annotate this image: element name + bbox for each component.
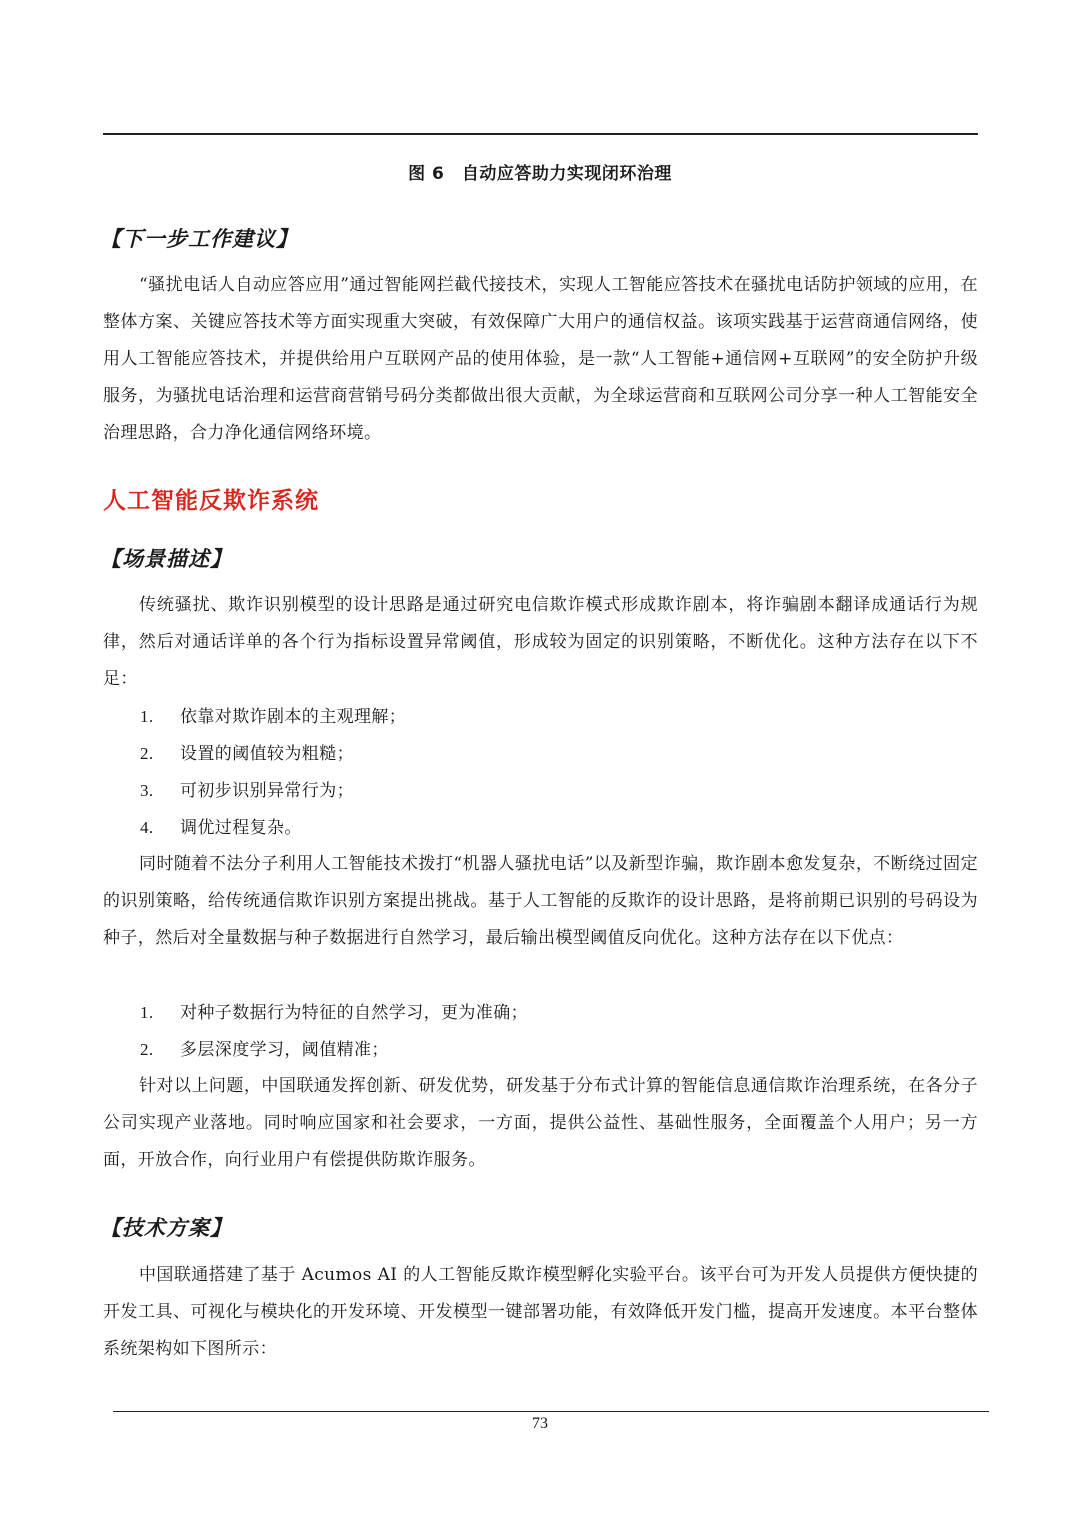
- list-item: 2. 多层深度学习，阈值精准；: [140, 1040, 389, 1060]
- list-item: 1. 对种子数据行为特征的自然学习，更为准确；: [140, 1003, 528, 1023]
- shortcomings-list: [140, 698, 940, 846]
- technical-heading: 【技术方案】: [100, 1216, 232, 1240]
- next-steps-heading: 【下一步工作建议】: [100, 227, 298, 251]
- scenario-heading: 【场景描述】: [100, 547, 232, 571]
- top-rule: [103, 133, 978, 135]
- figure-caption: 图 6 自动应答助力实现闭环治理: [408, 164, 672, 184]
- next-steps-paragraph: “骚扰电话人自动应答应用”通过智能网拦截代接技术，实现人工智能应答技术在骚扰电话防护领域的应用，在整体方案、关键应答技术等方面实现重大突破，有效保障广大用户的通信权益。该项实践基于运营商通信网络，使用人工智能应答技术，并提供给用户互联网产品的使用体验，是一款“人工智能+通信网+互联网”的安全防护升级服务，为骚扰电话治理和运营商营销号码分类都做出很大贡献，为全球运营商和互联网公司分享一种人工智能安全治理思路，合力净化通信网络环境。: [103, 275, 978, 443]
- list-item: 2. 设置的阈值较为粗糙；: [140, 744, 354, 764]
- list-item: 3. 可初步识别异常行为；: [140, 781, 354, 801]
- advantages-list: [140, 994, 940, 1068]
- list-item: 4. 调优过程复杂。: [140, 818, 302, 838]
- scenario-paragraph-3: 针对以上问题，中国联通发挥创新、研发优势，研发基于分布式计算的智能信息通信欺诈治理系统，在各分子公司实现产业落地。同时响应国家和社会要求，一方面，提供公益性、基础性服务，全面覆盖个人用户；另一方面，开放合作，向行业用户有偿提供防欺诈服务。: [103, 1076, 978, 1170]
- footer-rule: [113, 1411, 989, 1412]
- technical-paragraph: 中国联通搭建了基于 Acumos AI 的人工智能反欺诈模型孵化实验平台。该平台可为开发人员提供方便快捷的开发工具、可视化与模块化的开发环境、开发模型一键部署功能，有效降低开发门槛，提高开发速度。本平台整体系统架构如下图所示：: [103, 1265, 978, 1359]
- scenario-paragraph-2: 同时随着不法分子利用人工智能技术拨打“机器人骚扰电话”以及新型诈骗，欺诈剧本愈发复杂，不断绕过固定的识别策略，给传统通信欺诈识别方案提出挑战。基于人工智能的反欺诈的设计思路，是将前期已识别的号码设为种子，然后对全量数据与种子数据进行自然学习，最后输出模型阈值反向优化。这种方法存在以下优点：: [103, 854, 978, 948]
- list-item: 1. 依靠对欺诈剧本的主观理解；: [140, 707, 407, 727]
- section-title: 人工智能反欺诈系统: [103, 488, 319, 514]
- scenario-paragraph-1: 传统骚扰、欺诈识别模型的设计思路是通过研究电信欺诈模式形成欺诈剧本，将诈骗剧本翻译成通话行为规律，然后对通话详单的各个行为指标设置异常阈值，形成较为固定的识别策略，不断优化。这种方法存在以下不足：: [103, 595, 978, 689]
- page-number: 73: [532, 1415, 548, 1432]
